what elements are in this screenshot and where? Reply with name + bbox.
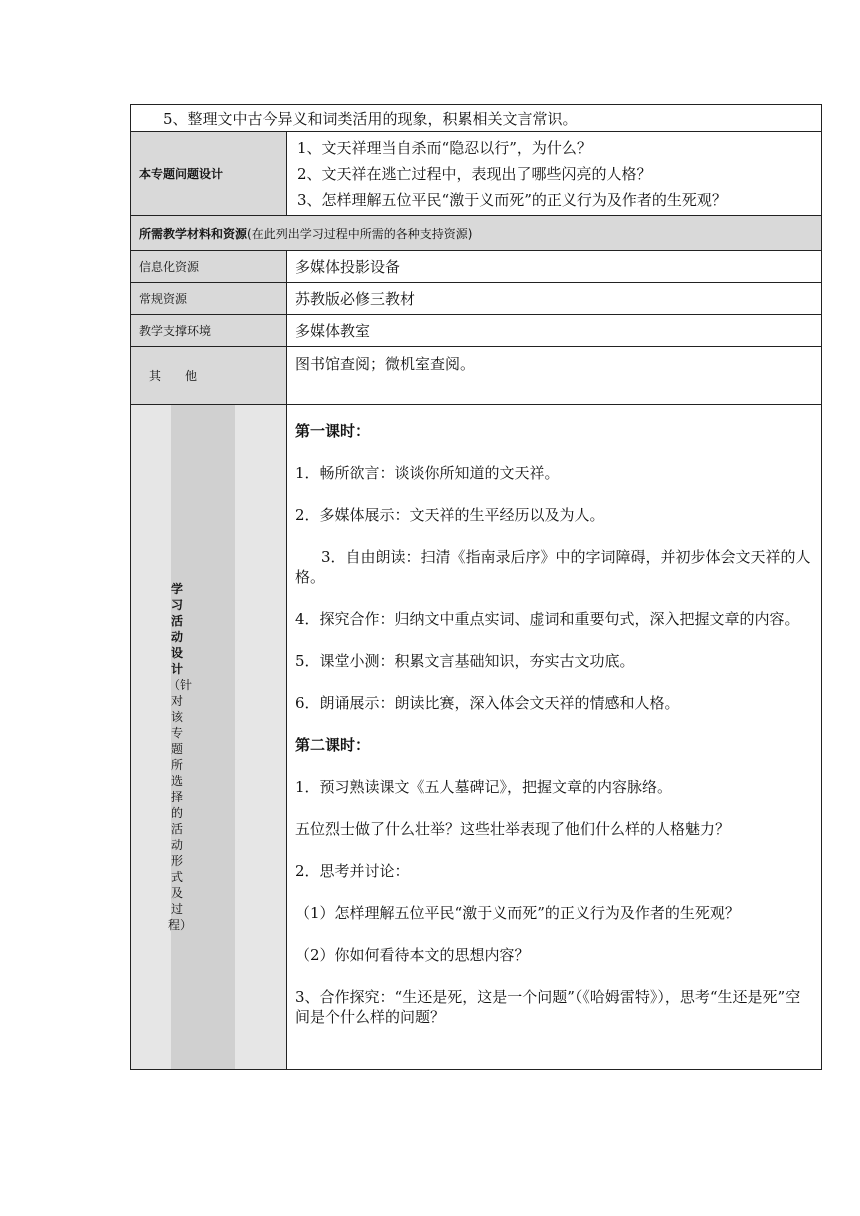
- resource-label-info: 信息化资源: [131, 251, 287, 283]
- question-2: 2、文天祥在逃亡过程中，表现出了哪些闪亮的人格？: [297, 164, 652, 183]
- session2-title: 第二课时：: [295, 736, 371, 754]
- session2-item-1: 1．预习熟读课文《五人墓碑记》，把握文章的内容脉络。: [295, 778, 673, 796]
- problem-design-questions: [287, 132, 822, 216]
- session1-item-2: 2．多媒体展示：文天祥的生平经历以及为人。: [295, 506, 605, 524]
- question-1: 1、文天祥理当自杀而“隐忍以行”，为什么？: [297, 138, 592, 157]
- resources-heading-title: 所需教学材料和资源: [139, 226, 248, 241]
- problem-design-label: 本专题问题设计: [131, 132, 287, 216]
- activity-design-label-cell: [131, 405, 287, 1070]
- resource-label-regular: 常规资源: [131, 283, 287, 315]
- session1-item-6: 6．朗诵展示：朗读比赛，深入体会文天祥的情感和人格。: [295, 694, 680, 712]
- resource-label-environment: 教学支撑环境: [131, 315, 287, 347]
- session1-item-1: 1．畅所欲言：谈谈你所知道的文天祥。: [295, 464, 560, 482]
- session2-item-4: （1）怎样理解五位平民“激于义而死”的正义行为及作者的生死观？: [295, 904, 740, 922]
- session2-item-3: 2．思考并讨论：: [295, 862, 410, 880]
- session2-item-2: 五位烈士做了什么壮举？这些壮举表现了他们什么样的人格魅力？: [295, 820, 731, 838]
- lesson-plan-page: [130, 104, 822, 1070]
- question-3: 3、怎样理解五位平民“激于义而死”的正义行为及作者的生死观？: [297, 190, 727, 209]
- resources-heading-note: (在此列出学习过程中所需的各种支持资源): [247, 226, 473, 241]
- resource-value-other: 图书馆查阅；微机室查阅。: [287, 347, 822, 405]
- lesson-plan-table: [130, 104, 822, 1070]
- session2-item-5: （2）你如何看待本文的思想内容？: [295, 946, 530, 964]
- activity-design-label: [168, 581, 193, 933]
- resource-value-info: 多媒体投影设备: [287, 251, 822, 283]
- resource-label-other: 其 他: [131, 347, 287, 405]
- session1-item-3: 3．自由朗读：扫清《指南录后序》中的字词障碍，并初步体会文天祥的人格。: [295, 548, 811, 586]
- teaching-goal-5: 5、整理文中古今异义和词类活用的现象，积累相关文言常识。: [131, 105, 822, 132]
- activity-content: [287, 405, 822, 1070]
- resources-heading: [131, 216, 822, 251]
- session2-item-6: 3、合作探究：“生还是死，这是一个问题”（《哈姆雷特》），思考“生还是死”空间是个什么样的问题？: [295, 988, 801, 1026]
- activity-label-title: 学习活动设计: [170, 582, 183, 676]
- activity-label-note: （针对该专题所选择的活动形式及过程）: [168, 678, 193, 932]
- session1-item-5: 5．课堂小测：积累文言基础知识，夯实古文功底。: [295, 652, 635, 670]
- session1-item-4: 4．探究合作：归纳文中重点实词、虚词和重要句式，深入把握文章的内容。: [295, 610, 800, 628]
- resource-value-regular: 苏教版必修三教材: [287, 283, 822, 315]
- session1-title: 第一课时：: [295, 422, 371, 440]
- resource-value-environment: 多媒体教室: [287, 315, 822, 347]
